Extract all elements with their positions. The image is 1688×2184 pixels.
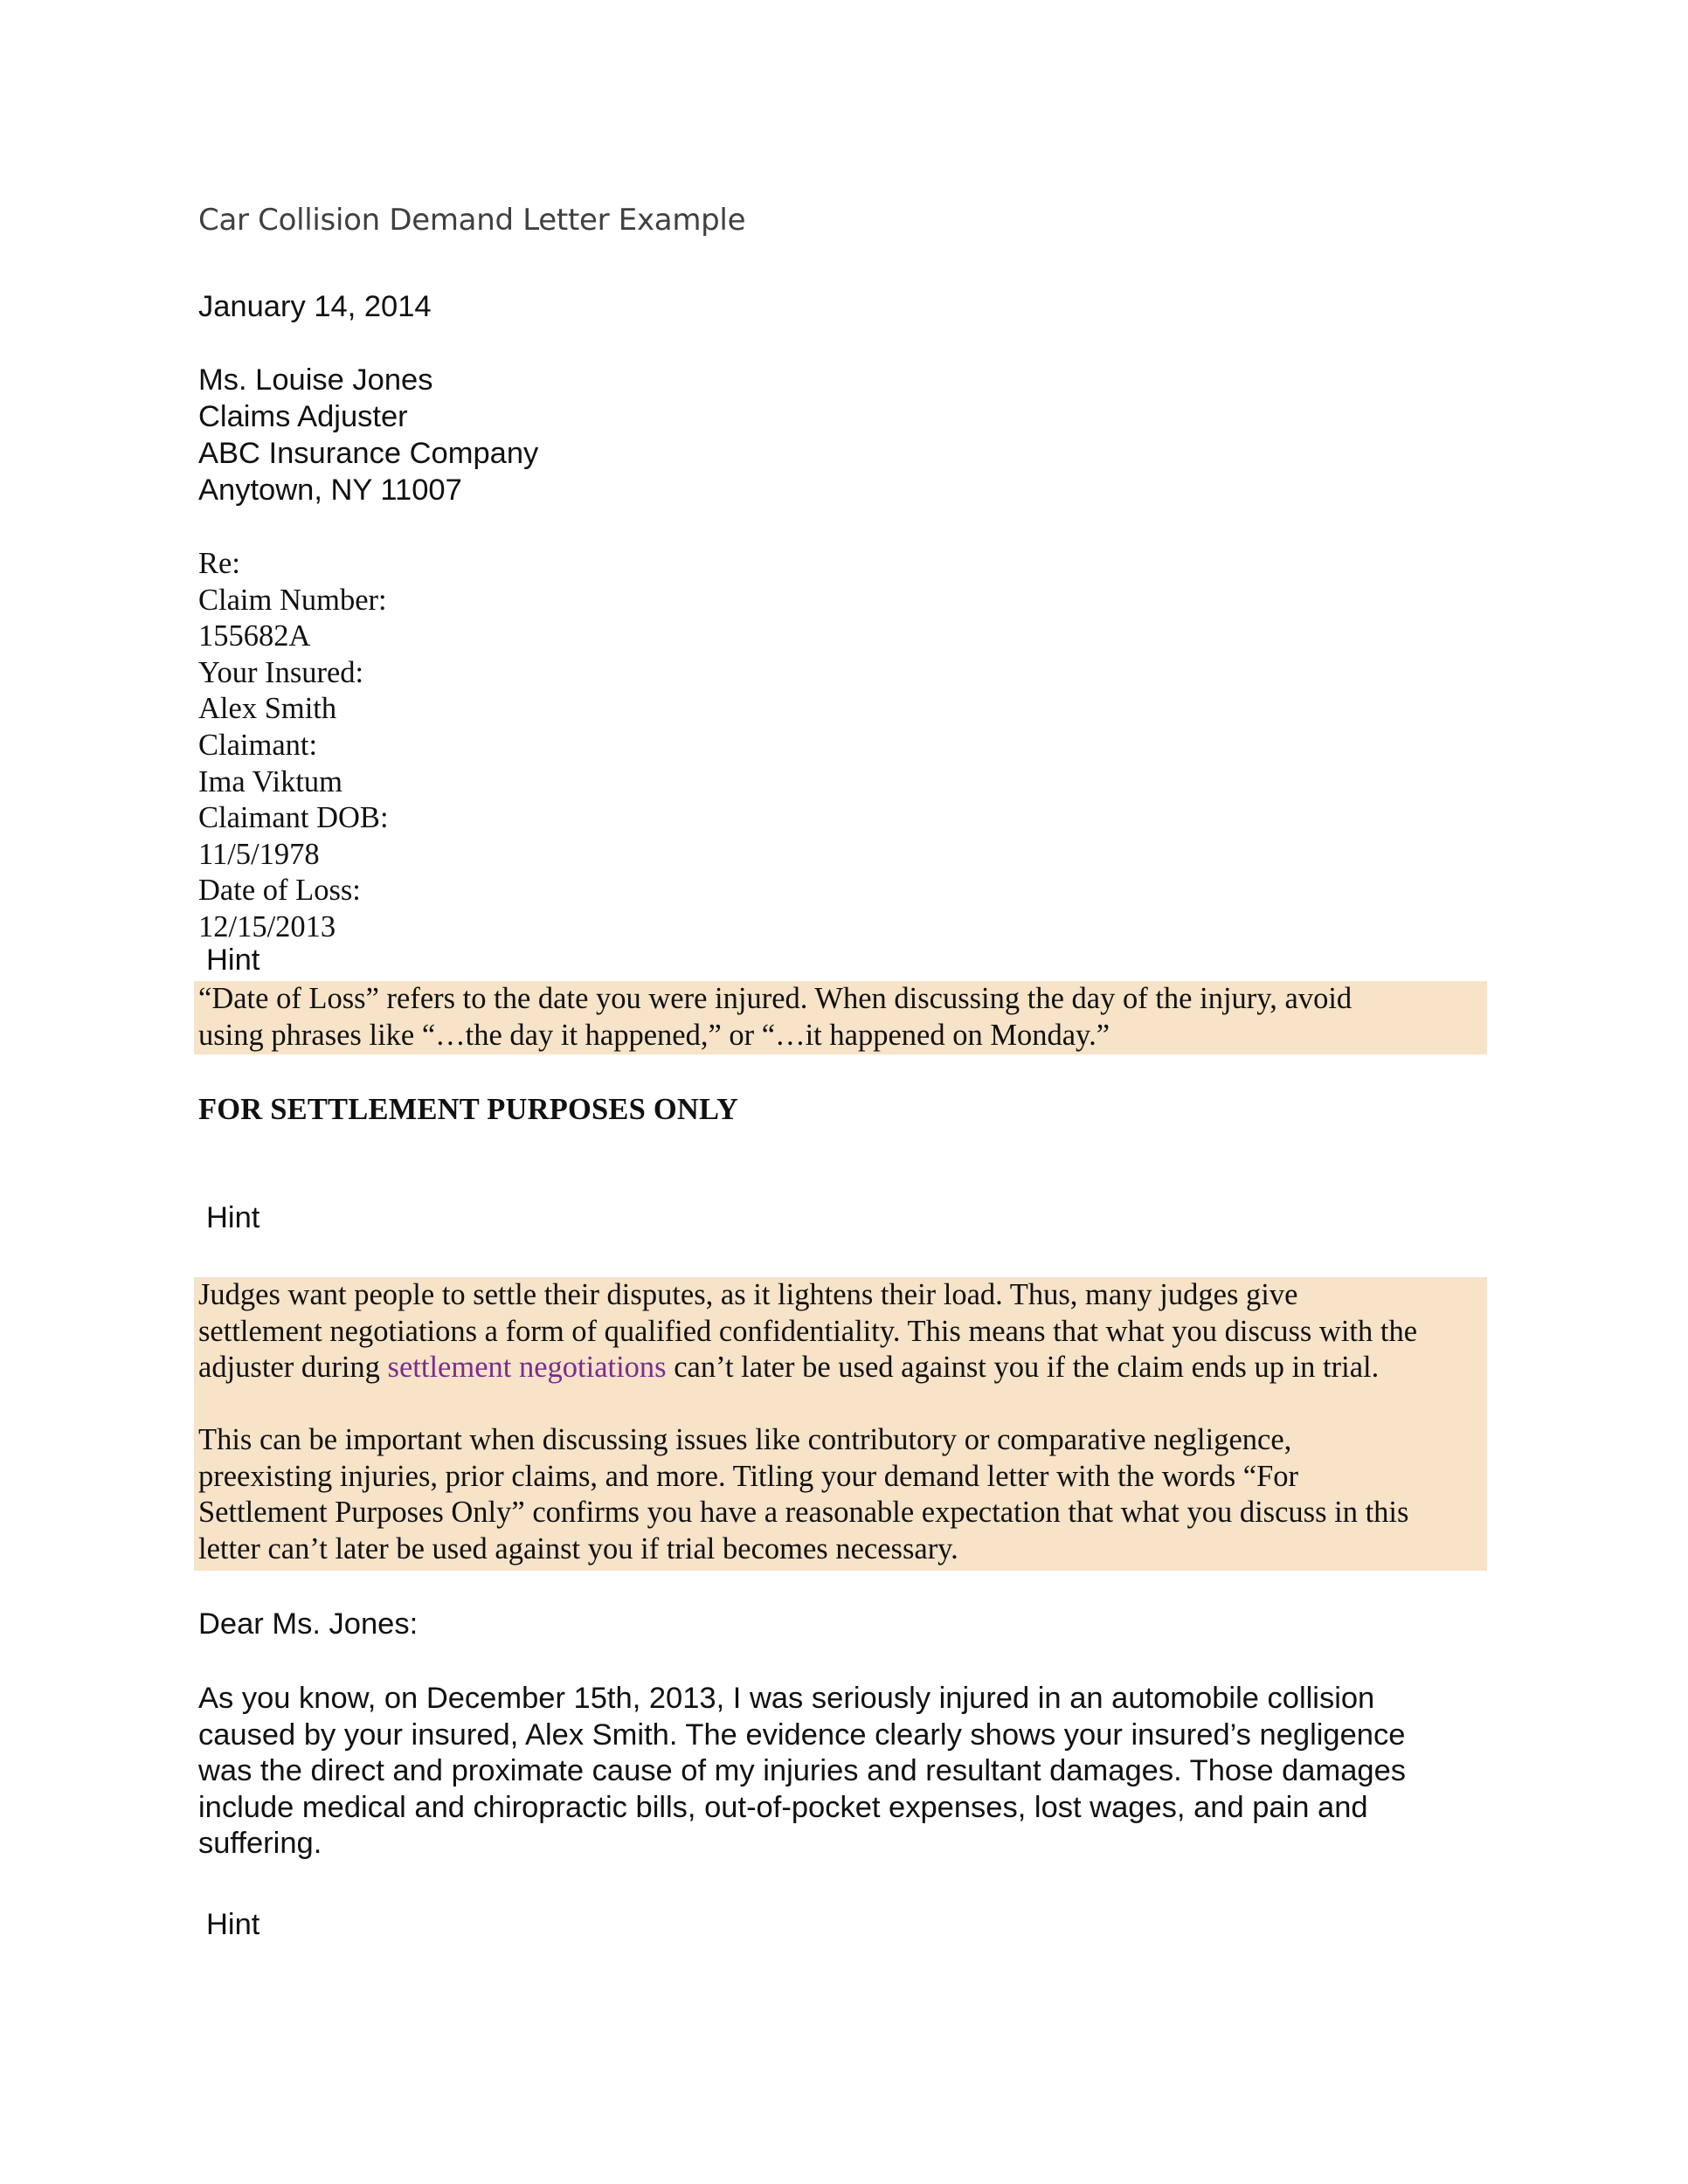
hint-text-line: Settlement Purposes Only” confirms you have a reasonable expectation that what you discuss in this: [198, 1496, 1409, 1529]
body-text-line: caused by your insured, Alex Smith. The evidence clearly shows your insured’s negligence: [198, 1717, 1406, 1752]
hint-text-line: preexisting injuries, prior claims, and more. Titling your demand letter with the words “For: [198, 1459, 1299, 1493]
document-heading: Car Collision Demand Letter Example: [198, 203, 746, 238]
reference-block: [198, 546, 389, 946]
hint-box-settlement: [194, 1277, 1487, 1571]
recipient-company: ABC Insurance Company: [198, 437, 539, 470]
body-text-line: include medical and chiropractic bills, out-of-pocket expenses, lost wages, and pain and: [198, 1790, 1368, 1824]
recipient-city: Anytown, NY 11007: [198, 473, 462, 507]
body-paragraph: [198, 1680, 1406, 1862]
hint-text-line: Judges want people to settle their disputes, as it lightens their load. Thus, many judges give: [198, 1278, 1298, 1311]
loss-date-value: 12/15/2013: [198, 909, 336, 943]
letter-date: January 14, 2014: [198, 290, 432, 323]
hint-paragraph: [198, 1422, 1487, 1567]
salutation: Dear Ms. Jones:: [198, 1607, 419, 1641]
hint-text-line: letter can’t later be used against you if trial becomes necessary.: [198, 1531, 958, 1565]
hint-text-line: “Date of Loss” refers to the date you were injured. When discussing the day of the injury, avoid: [198, 982, 1352, 1015]
recipient-address: [198, 362, 538, 508]
insured-label: Your Insured:: [198, 655, 364, 689]
body-text-line: was the direct and proximate cause of my injuries and resultant damages. Those damages: [198, 1754, 1407, 1787]
hint-label: Hint: [206, 943, 260, 977]
hint-label: Hint: [206, 1908, 260, 1941]
body-text-line: As you know, on December 15th, 2013, I was seriously injured in an automobile collision: [198, 1682, 1375, 1715]
claim-number-value: 155682A: [198, 619, 311, 653]
hint-text-line: using phrases like “…the day it happened,” or “…it happened on Monday.”: [198, 1018, 1110, 1052]
settlement-negotiations-link[interactable]: settlement negotiations: [387, 1351, 667, 1384]
hint-text: adjuster during: [198, 1351, 388, 1384]
re-label: Re:: [198, 547, 240, 580]
loss-date-label: Date of Loss:: [198, 874, 361, 908]
hint-text: can’t later be used against you if the claim ends up in trial.: [666, 1351, 1380, 1384]
claimant-value: Ima Viktum: [198, 764, 342, 798]
recipient-title: Claims Adjuster: [198, 400, 408, 433]
hint-paragraph: [198, 1277, 1487, 1386]
hint-label: Hint: [206, 1201, 260, 1234]
insured-value: Alex Smith: [198, 692, 337, 726]
hint-text-line: settlement negotiations a form of qualified confidentiality. This means that what you discuss with the: [198, 1314, 1418, 1348]
hint-text-line: This can be important when discussing issues like contributory or comparative negligence,: [198, 1423, 1292, 1456]
dob-value: 11/5/1978: [198, 837, 320, 871]
claimant-label: Claimant:: [198, 728, 318, 762]
recipient-name: Ms. Louise Jones: [198, 363, 433, 397]
dob-label: Claimant DOB:: [198, 801, 389, 835]
hint-text-line: [198, 1350, 1487, 1386]
claim-number-label: Claim Number:: [198, 583, 387, 617]
hint-box-date-of-loss: [194, 981, 1487, 1054]
body-text-line: suffering.: [198, 1827, 322, 1860]
settlement-title: FOR SETTLEMENT PURPOSES ONLY: [198, 1093, 739, 1126]
